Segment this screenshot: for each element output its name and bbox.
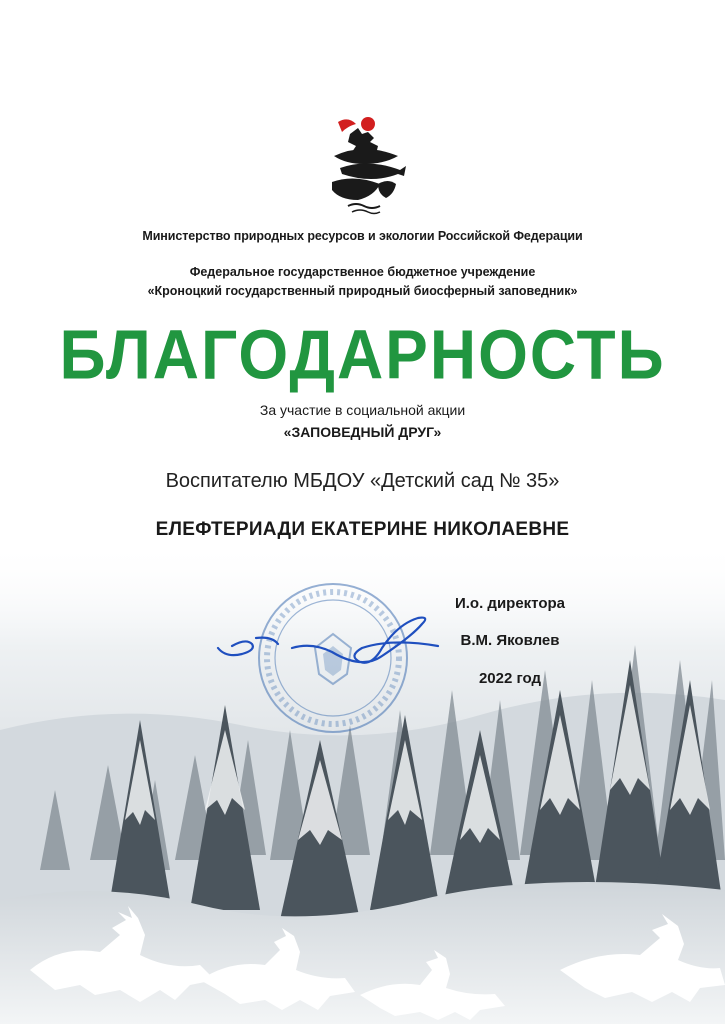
- recipient-name: ЕЛЕФТЕРИАДИ ЕКАТЕРИНЕ НИКОЛАЕВНЕ: [155, 519, 570, 540]
- institution-name: «Кроноцкий государственный природный биосферный заповедник»: [147, 284, 578, 298]
- certificate-title: БЛАГОДАРНОСТЬ: [59, 316, 666, 394]
- reserve-emblem-icon: [318, 112, 410, 216]
- subtitle-campaign: «ЗАПОВЕДНЫЙ ДРУГ»: [283, 424, 442, 440]
- subtitle-reason: За участие в социальной акции: [259, 402, 466, 418]
- recipient-role: Воспитателю МБДОУ «Детский сад № 35»: [165, 470, 560, 492]
- institution-type: Федеральное государственное бюджетное учреждение: [189, 265, 536, 279]
- handwritten-signature-icon: [212, 608, 442, 678]
- certificate-year: 2022 год: [478, 670, 542, 687]
- signatory-name: В.М. Яковлев: [460, 632, 560, 649]
- signatory-title: И.о. директора: [454, 595, 566, 612]
- ministry-name: Министерство природных ресурсов и экологии Российской Федерации: [142, 229, 583, 243]
